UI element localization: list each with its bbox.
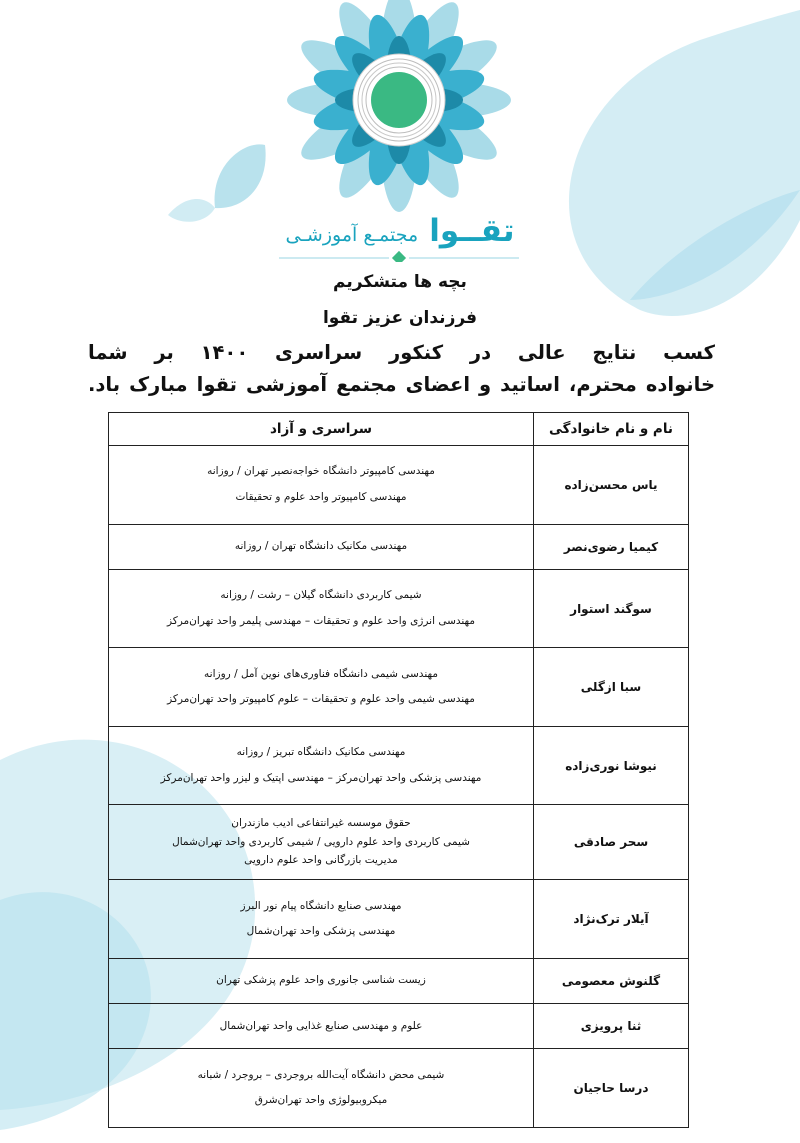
table-row	[109, 1049, 689, 1128]
student-results	[109, 805, 534, 880]
result-line: علوم و مهندسی صنایع غذایی واحد تهران‌شمال	[219, 1019, 423, 1032]
student-name: آیلار ترک‌نژاد	[534, 880, 689, 959]
student-name: گلنوش معصومی	[534, 958, 689, 1003]
student-name: سبا ازگلی	[534, 648, 689, 727]
result-line: مهندسی انرژی واحد علوم و تحقیقات – مهندسی پلیمر واحد تهران‌مرکز	[166, 614, 476, 627]
student-results	[109, 880, 534, 959]
result-line: شیمی محض دانشگاه آیت‌الله بروجردی – بروجرد / شبانه	[197, 1068, 445, 1081]
header-results: سراسری و آزاد	[109, 413, 534, 446]
congrats-line-2: خانواده محترم، اساتید و اعضای مجتمع آموزشی تقوا مبارک باد.	[88, 373, 715, 396]
table-row	[109, 569, 689, 648]
result-line: مدیریت بازرگانی واحد علوم دارویی	[244, 854, 398, 867]
table-header-row	[109, 413, 689, 446]
results-table	[108, 412, 689, 1128]
table-row	[109, 958, 689, 1003]
student-results	[109, 1004, 534, 1049]
student-results	[109, 958, 534, 1003]
result-line: زیست شناسی جانوری واحد علوم پزشکی تهران	[216, 974, 426, 987]
brand-name-prefix: مجتمـع آموزشـی	[285, 224, 419, 246]
result-line: مهندسی مکانیک دانشگاه تهران / روزانه	[234, 539, 408, 552]
result-line: مهندسی شیمی واحد علوم و تحقیقات – علوم کامپیوتر واحد تهران‌مرکز	[167, 693, 475, 706]
table-row	[109, 880, 689, 959]
heading-children: فرزندان عزیز تقوا	[322, 308, 478, 328]
table-row	[109, 524, 689, 569]
result-line: مهندسی پزشکی واحد تهران‌مرکز – مهندسی اپتیک و لیزر واحد تهران‌مرکز	[160, 771, 482, 784]
result-line: مهندسی کامپیوتر واحد علوم و تحقیقات	[235, 490, 407, 503]
table-row	[109, 726, 689, 805]
table-row	[109, 1004, 689, 1049]
result-line: مهندسی پزشکی واحد تهران‌شمال	[246, 925, 396, 938]
table-row	[109, 805, 689, 880]
student-name: ثنا پرویزی	[534, 1004, 689, 1049]
result-line: مهندسی صنایع دانشگاه پیام نور البرز	[240, 899, 402, 912]
result-line: مهندسی کامپیوتر دانشگاه خواجه‌نصیر تهران / روزانه	[207, 465, 435, 478]
student-name: درسا حاجیان	[534, 1049, 689, 1128]
heading-thanks: بچه ها متشکریم	[333, 272, 467, 292]
student-results	[109, 569, 534, 648]
result-line: مهندسی مکانیک دانشگاه تبریز / روزانه	[236, 746, 406, 759]
result-line: مهندسی شیمی دانشگاه فناوری‌های نوین آمل / روزانه	[204, 667, 438, 680]
result-line: شیمی کاربردی واحد علوم دارویی / شیمی کاربردی واحد تهران‌شمال	[172, 835, 470, 848]
student-name: سحر صادقی	[534, 805, 689, 880]
student-results	[109, 446, 534, 525]
table-row	[109, 446, 689, 525]
result-line: شیمی کاربردی دانشگاه گیلان – رشت / روزانه	[220, 589, 422, 602]
student-name: یاس محسن‌زاده	[534, 446, 689, 525]
student-name: کیمیا رضوی‌نصر	[534, 524, 689, 569]
brand-name	[250, 213, 550, 253]
congrats-line-1: کسب نتایج عالی در کنکور سراسری ۱۴۰۰ بر شما	[88, 341, 715, 364]
student-results	[109, 1049, 534, 1128]
result-line: حقوق موسسه غیرانتفاعی ادیب مازندران	[231, 817, 411, 830]
table-row	[109, 648, 689, 727]
header-name: نام و نام خانوادگی	[534, 413, 689, 446]
student-results	[109, 524, 534, 569]
student-name: نیوشا نوری‌زاده	[534, 726, 689, 805]
student-name: سوگند استوار	[534, 569, 689, 648]
student-results	[109, 726, 534, 805]
result-line: میکروبیولوژی واحد تهران‌شرق	[254, 1094, 388, 1107]
brand-name-main: تقــوا	[429, 213, 515, 249]
student-results	[109, 648, 534, 727]
